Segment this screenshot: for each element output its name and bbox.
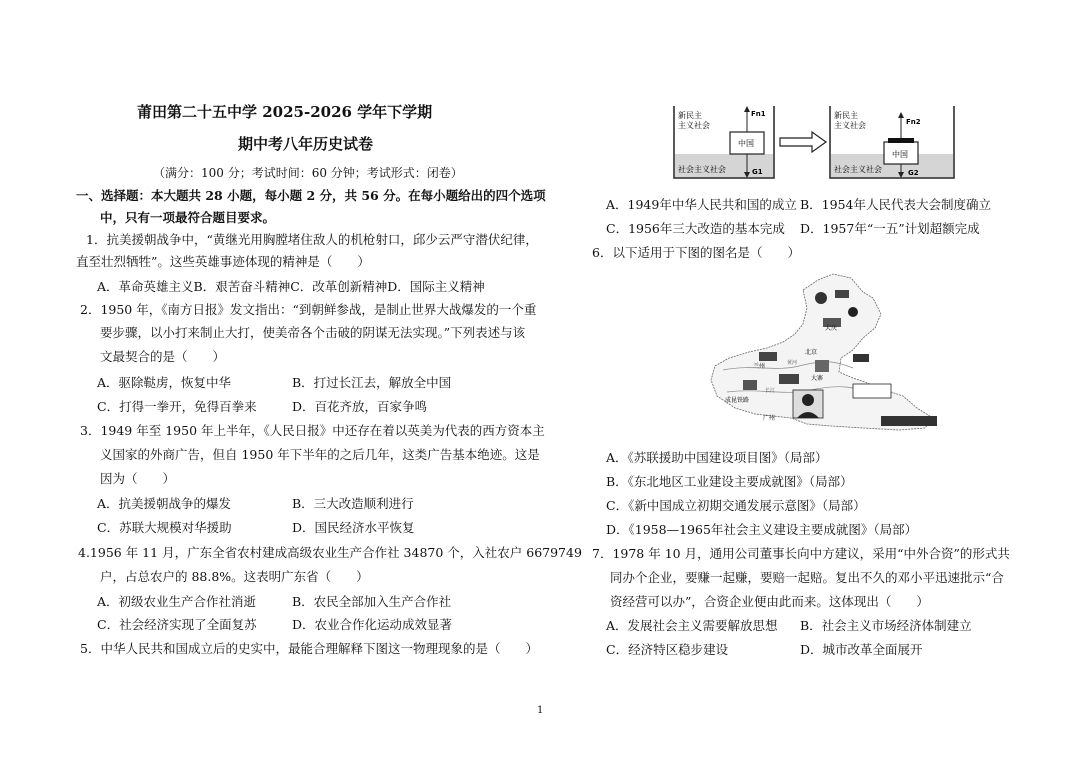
q4-option-a: A．初级农业生产合作社消逝	[97, 594, 257, 609]
q3-option-c: C．苏联大规模对华援助	[97, 520, 232, 535]
q7-option-c: C．经济特区稳步建设	[606, 642, 729, 657]
q2-option-a: A．驱除鞑虏，恢复中华	[97, 375, 232, 390]
q4-option-b: B．农民全部加入生产合作社	[292, 594, 452, 609]
q1-stem-cont: 直至壮烈牺牲”。这些英雄事迹体现的精神是（ ）	[76, 254, 370, 269]
q2-stem-cont2: 文最契合的是（ ）	[100, 349, 226, 364]
q2-stem: 2．1950 年，《南方日报》发文指出：“到朝鲜参战，是制止世界大战爆发的一个重	[80, 302, 537, 317]
svg-text:社会主义社会: 社会主义社会	[834, 165, 882, 174]
svg-text:大寨: 大寨	[811, 375, 824, 382]
svg-text:中国: 中国	[738, 139, 754, 148]
q3-option-b: B．三大改造顺利进行	[292, 496, 414, 511]
svg-text:新民主: 新民主	[678, 111, 702, 120]
q7-stem: 7．1978 年 10 月，通用公司董事长向中方建议，采用“中外合资”的形式共	[592, 546, 1010, 561]
section-heading-cont: 中，只有一项最符合题目要求。	[100, 210, 276, 225]
q4-option-d: D．农业合作化运动成效显著	[292, 617, 453, 632]
exam-subtitle: 期中考八年历史试卷	[238, 135, 374, 153]
svg-text:大庆: 大庆	[825, 325, 838, 332]
section-heading: 一、选择题：本大题共 28 小题，每小题 2 分，共 56 分。在每小题给出的四个选项	[76, 188, 546, 203]
q4-stem-cont: 户，占总农户的 88.8%。这表明广东省（ ）	[100, 569, 369, 584]
page-number: 1	[537, 705, 544, 716]
exam-info: （满分：100 分；考试时间：60 分钟；考试形式：闭卷）	[153, 166, 463, 180]
svg-text:主义社会: 主义社会	[678, 121, 710, 130]
svg-text:Fn1: Fn1	[751, 110, 766, 118]
q1-options: A．革命英雄主义B．艰苦奋斗精神C．改革创新精神D．国际主义精神	[97, 279, 485, 294]
q2-option-c: C．打得一拳开，免得百拳来	[97, 399, 257, 414]
q5-physics-diagram	[672, 104, 958, 180]
q7-stem-cont: 同办个企业，要赚一起赚，要赔一起赔。复出不久的邓小平迅速批示“合	[610, 570, 1004, 585]
q7-stem-cont2: 资经营可以办”，合资企业便由此而来。这体现出（ ）	[610, 594, 929, 609]
q5-option-a: A．1949年中华人民共和国的成立	[606, 197, 797, 212]
svg-text:G2: G2	[908, 169, 919, 177]
q7-option-b: B．社会主义市场经济体制建立	[800, 618, 972, 633]
q3-option-d: D．国民经济水平恢复	[292, 520, 415, 535]
q3-option-a: A．抗美援朝战争的爆发	[97, 496, 232, 511]
svg-text:成昆铁路: 成昆铁路	[725, 397, 750, 404]
q6-option-c: C．《新中国成立初期交通发展示意图》（局部）	[606, 498, 866, 513]
q5-option-d: D．1957年“一五”计划超额完成	[800, 221, 980, 236]
svg-text:长江: 长江	[765, 388, 776, 394]
q3-stem-cont2: 因为（ ）	[100, 471, 176, 486]
svg-text:北京: 北京	[805, 349, 818, 356]
q6-option-a: A．《苏联援助中国建设项目图》（局部）	[606, 450, 828, 465]
q4-stem: 4.1956 年 11 月，广东全省农村建成高级农业生产合作社 34870 个，入社农户 6679749	[78, 545, 582, 560]
q7-option-a: A．发展社会主义需要解放思想	[606, 618, 778, 633]
q2-option-d: D．百花齐放，百家争鸣	[292, 399, 428, 414]
svg-text:社会主义社会: 社会主义社会	[678, 165, 726, 174]
q3-stem: 3．1949 年至 1950 年上半年，《人民日报》中还存在着以英美为代表的西方资本主	[80, 423, 545, 438]
q7-option-d: D．城市改革全面展开	[800, 642, 923, 657]
q6-option-b: B．《东北地区工业建设主要成就图》（局部）	[606, 474, 853, 489]
q5-option-b: B．1954年人民代表大会制度确立	[800, 197, 991, 212]
q6-stem: 6．以下适用于下图的图名是（ ）	[592, 245, 800, 260]
exam-title: 莆田第二十五中学 2025-2026 学年下学期	[137, 103, 433, 121]
svg-text:主义社会: 主义社会	[834, 121, 866, 130]
q5-option-c: C．1956年三大改造的基本完成	[606, 221, 785, 236]
q2-stem-cont: 要步骤，以小打来制止大打，使美帝各个击破的阴谋无法实现。”下列表述与该	[100, 325, 526, 340]
svg-text:兰州: 兰州	[753, 363, 766, 370]
q6-option-d: D．《1958—1965年社会主义建设主要成就图》（局部）	[606, 522, 918, 537]
q3-stem-cont: 义国家的外商广告，但自 1950 年下半年的之后几年，这类广告基本绝迹。这是	[100, 447, 540, 462]
q2-option-b: B．打过长江去，解放全中国	[292, 375, 452, 390]
svg-text:广州: 广州	[763, 415, 776, 422]
q5-stem: 5．中华人民共和国成立后的史实中，最能合理解释下图这一物理现象的是（ ）	[80, 641, 538, 656]
q6-map	[703, 268, 943, 435]
svg-text:新民主: 新民主	[834, 111, 858, 120]
svg-text:G1: G1	[752, 168, 763, 176]
svg-text:黄河: 黄河	[787, 360, 798, 366]
svg-text:中国: 中国	[892, 150, 908, 159]
q4-option-c: C．社会经济实现了全面复苏	[97, 617, 257, 632]
svg-text:Fn2: Fn2	[906, 118, 921, 126]
q1-stem: 1．抗美援朝战争中，“黄继光用胸膛堵住敌人的机枪射口，邱少云严守潜伏纪律，	[86, 232, 538, 247]
